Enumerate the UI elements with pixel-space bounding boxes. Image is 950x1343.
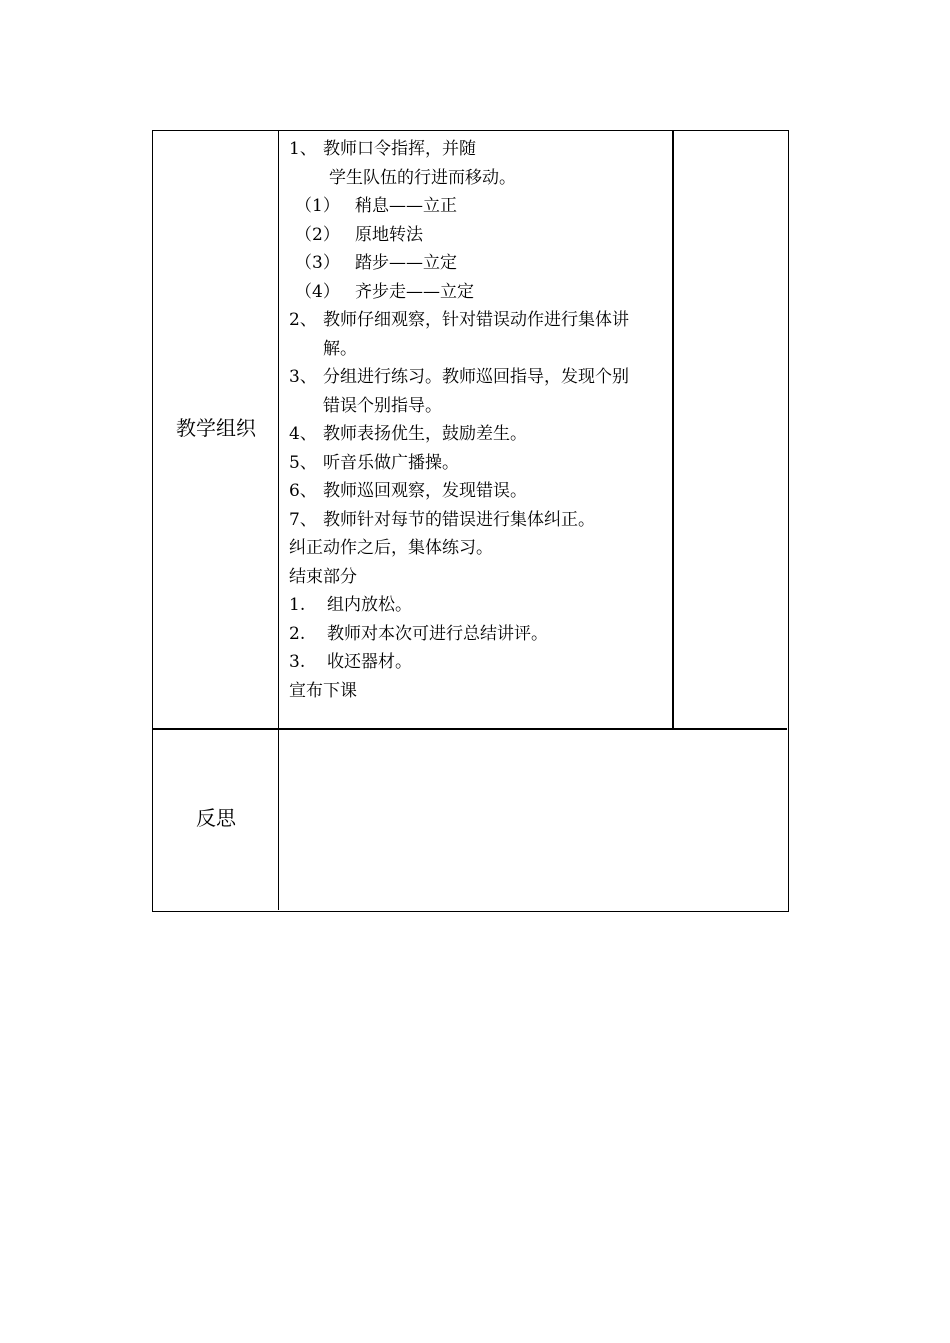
item-number: 1、 bbox=[289, 139, 317, 159]
sub-item-number: （1） bbox=[295, 196, 340, 216]
content-line bbox=[289, 620, 674, 649]
content-line bbox=[289, 164, 674, 193]
item-number: 5、 bbox=[289, 452, 317, 473]
item-text: 错误个别指导。 bbox=[323, 395, 442, 416]
row-label-reflection: 反思 bbox=[196, 806, 236, 830]
item-text: 教师对本次可进行总结讲评。 bbox=[327, 623, 548, 644]
sub-item-number: （4） bbox=[295, 281, 340, 302]
content-line bbox=[289, 221, 674, 250]
item-number: 1. bbox=[289, 595, 306, 615]
item-text: 分组进行练习。教师巡回指导，发现个别 bbox=[323, 367, 629, 387]
item-text: 组内放松。 bbox=[327, 595, 412, 615]
item-text: 齐步走——立定 bbox=[355, 281, 474, 302]
item-number: 3. bbox=[289, 652, 306, 672]
content-line bbox=[289, 335, 674, 364]
item-text: 教师针对每节的错误进行集体纠正。 bbox=[323, 509, 595, 530]
item-text: 学生队伍的行进而移动。 bbox=[329, 167, 516, 188]
content-line bbox=[289, 677, 674, 706]
section-heading: 结束部分 bbox=[289, 566, 357, 587]
item-text: 稍息——立正 bbox=[355, 196, 457, 216]
item-number: 6、 bbox=[289, 481, 317, 501]
item-text: 解。 bbox=[323, 338, 357, 359]
item-text: 宣布下课 bbox=[289, 680, 357, 701]
content-line bbox=[289, 591, 674, 620]
item-number: 7、 bbox=[289, 509, 317, 530]
item-number: 2、 bbox=[289, 310, 317, 330]
sub-item-number: （3） bbox=[295, 253, 340, 273]
organization-content bbox=[289, 135, 674, 705]
content-line bbox=[289, 278, 674, 307]
row-label-organization: 教学组织 bbox=[176, 416, 256, 440]
content-line bbox=[289, 534, 674, 563]
item-text: 教师巡回观察，发现错误。 bbox=[323, 481, 527, 501]
content-line bbox=[289, 506, 674, 535]
item-text: 教师口令指挥，并随 bbox=[323, 139, 476, 159]
item-text: 教师表扬优生，鼓励差生。 bbox=[323, 424, 527, 444]
item-number: 3、 bbox=[289, 367, 317, 387]
lesson-table bbox=[152, 130, 789, 912]
item-text: 纠正动作之后，集体练习。 bbox=[289, 538, 493, 558]
item-number: 2. bbox=[289, 623, 306, 644]
item-text: 教师仔细观察，针对错误动作进行集体讲 bbox=[323, 310, 629, 330]
item-text: 踏步——立定 bbox=[355, 253, 457, 273]
content-line bbox=[289, 363, 674, 392]
content-line bbox=[289, 306, 674, 335]
item-text: 原地转法 bbox=[355, 224, 423, 245]
content-line bbox=[289, 563, 674, 592]
content-line bbox=[289, 648, 674, 677]
item-number: 4、 bbox=[289, 424, 317, 444]
content-line bbox=[289, 192, 674, 221]
reflection-content bbox=[279, 730, 787, 910]
sub-item-number: （2） bbox=[295, 224, 340, 245]
content-line bbox=[289, 135, 674, 164]
content-line bbox=[289, 249, 674, 278]
item-text: 收还器材。 bbox=[327, 652, 412, 672]
item-text: 听音乐做广播操。 bbox=[323, 452, 459, 473]
content-line bbox=[289, 420, 674, 449]
content-line bbox=[289, 449, 674, 478]
content-line bbox=[289, 392, 674, 421]
content-line bbox=[289, 477, 674, 506]
